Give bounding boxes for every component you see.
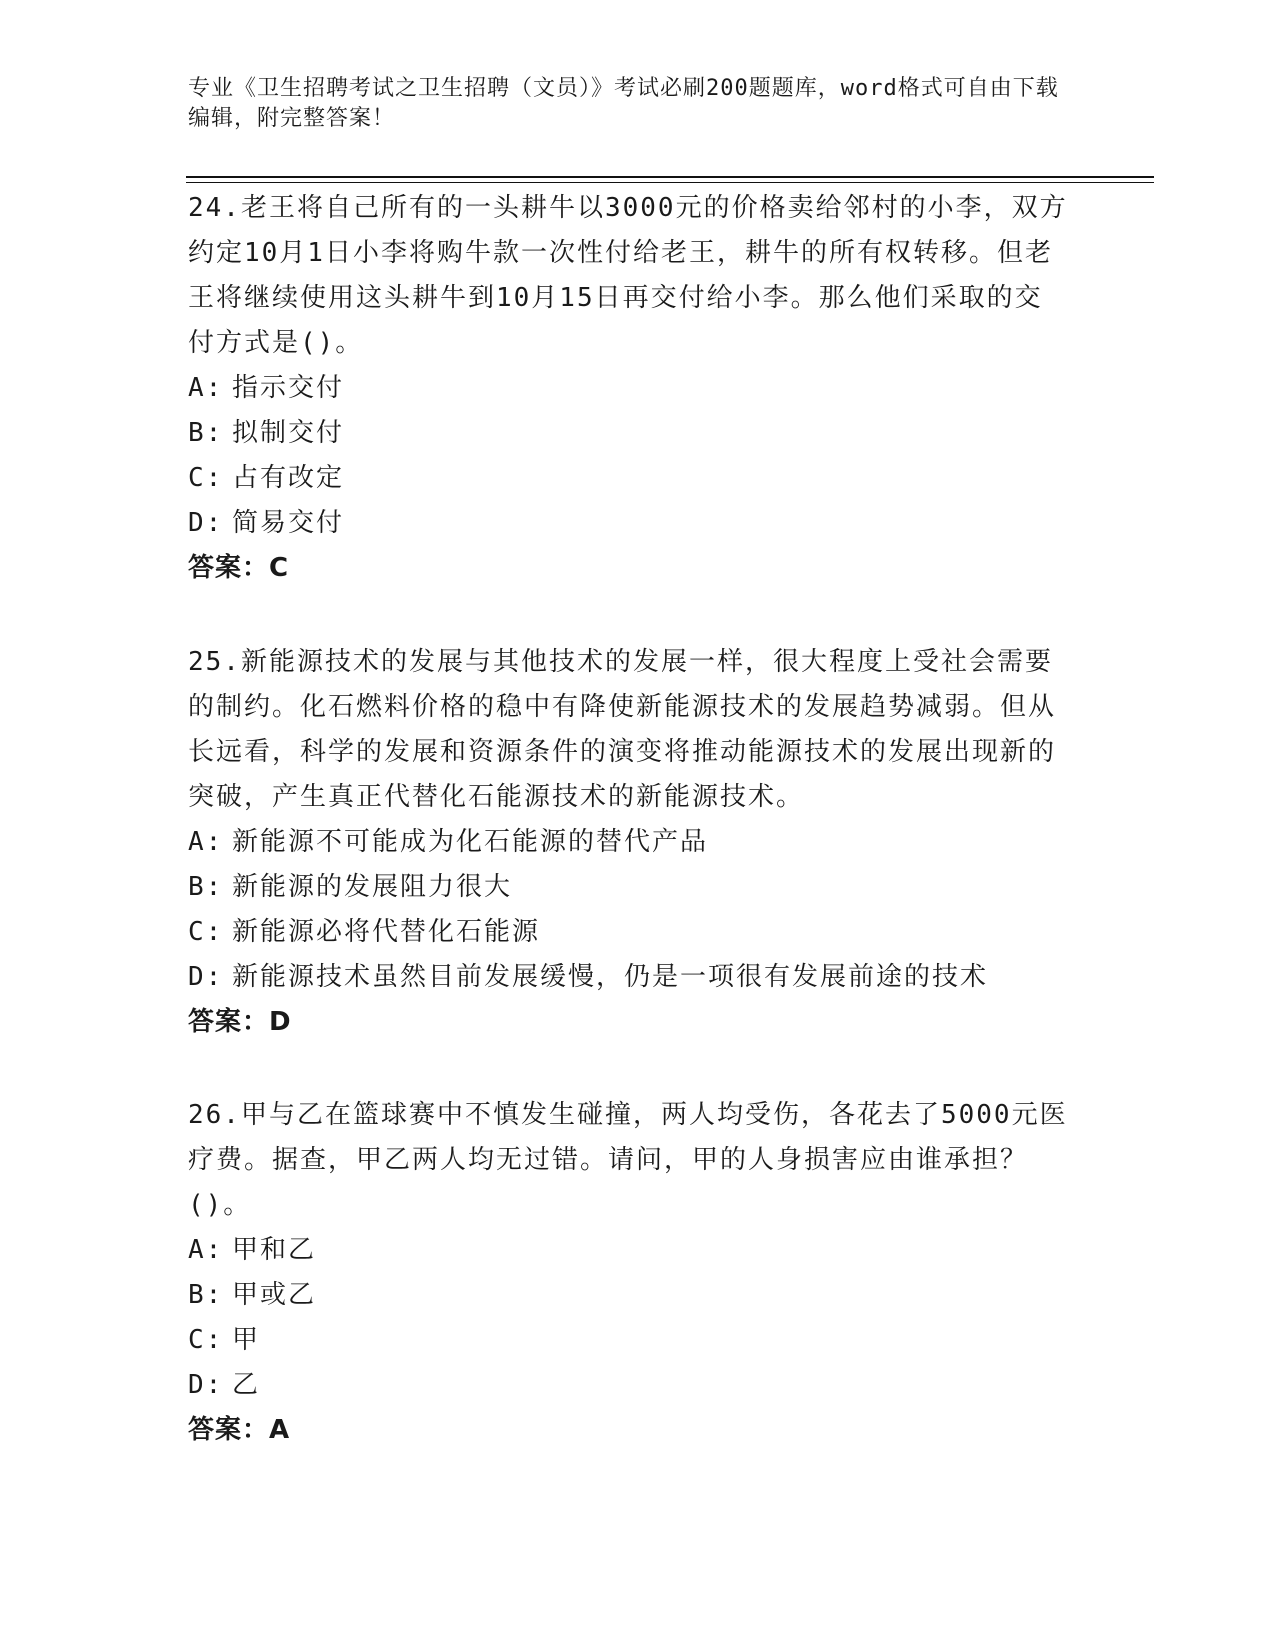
option-text: 甲或乙 (232, 1280, 317, 1310)
option-key: C: (188, 463, 224, 493)
option-text: 占有改定 (232, 463, 345, 493)
option-key: C: (188, 1325, 224, 1355)
option-a (188, 820, 1068, 865)
question-text: 26.甲与乙在篮球赛中不慎发生碰撞，两人均受伤，各花去了5000元医疗费。据查，甲乙两人均无过错。请问，甲的人身损害应由谁承担？()。 (188, 1100, 1068, 1220)
question-24 (188, 186, 1068, 591)
option-key: D: (188, 962, 224, 992)
option-text: 指示交付 (232, 373, 345, 403)
option-d (188, 1363, 1068, 1408)
document-header: 专业《卫生招聘考试之卫生招聘（文员）》考试必刷200题题库，word格式可自由下载编辑，附完整答案！ (188, 76, 1059, 131)
option-text: 拟制交付 (232, 418, 345, 448)
option-key: A: (188, 827, 224, 857)
question-25 (188, 640, 1068, 1045)
option-text: 乙 (232, 1370, 261, 1400)
option-a (188, 1228, 1068, 1273)
header-rule-thick (186, 176, 1154, 178)
option-key: D: (188, 1370, 224, 1400)
option-text: 新能源不可能成为化石能源的替代产品 (232, 827, 709, 857)
option-b (188, 1273, 1068, 1318)
option-text: 新能源技术虽然目前发展缓慢，仍是一项很有发展前途的技术 (232, 962, 989, 992)
question-26 (188, 1093, 1068, 1453)
header-rule-thin (186, 182, 1154, 183)
option-key: A: (188, 1235, 224, 1265)
option-text: 新能源的发展阻力很大 (232, 872, 513, 902)
question-text: 25.新能源技术的发展与其他技术的发展一样，很大程度上受社会需要的制约。化石燃料价格的稳中有降使新能源技术的发展趋势减弱。但从长远看，科学的发展和资源条件的演变将推动能源技术的发展出现新的突破，产生真正代替化石能源技术的新能源技术。 (188, 647, 1057, 812)
option-key: D: (188, 508, 224, 538)
option-a (188, 366, 1068, 411)
option-b (188, 411, 1068, 456)
option-text: 新能源必将代替化石能源 (232, 917, 541, 947)
option-c (188, 456, 1068, 501)
option-text: 甲 (232, 1325, 261, 1355)
answer: 答案：A (188, 1415, 291, 1445)
option-d (188, 501, 1068, 546)
option-d (188, 955, 1068, 1000)
option-c (188, 1318, 1068, 1363)
option-b (188, 865, 1068, 910)
option-text: 甲和乙 (232, 1235, 317, 1265)
option-key: B: (188, 418, 224, 448)
answer: 答案：C (188, 553, 290, 583)
option-text: 简易交付 (232, 508, 345, 538)
option-c (188, 910, 1068, 955)
option-key: B: (188, 1280, 224, 1310)
option-key: A: (188, 373, 224, 403)
option-key: C: (188, 917, 224, 947)
question-text: 24.老王将自己所有的一头耕牛以3000元的价格卖给邻村的小李，双方约定10月1日小李将购牛款一次性付给老王，耕牛的所有权转移。但老王将继续使用这头耕牛到10月15日再交付给小李。那么他们采取的交付方式是()。 (188, 193, 1068, 358)
answer: 答案：D (188, 1007, 292, 1037)
option-key: B: (188, 872, 224, 902)
